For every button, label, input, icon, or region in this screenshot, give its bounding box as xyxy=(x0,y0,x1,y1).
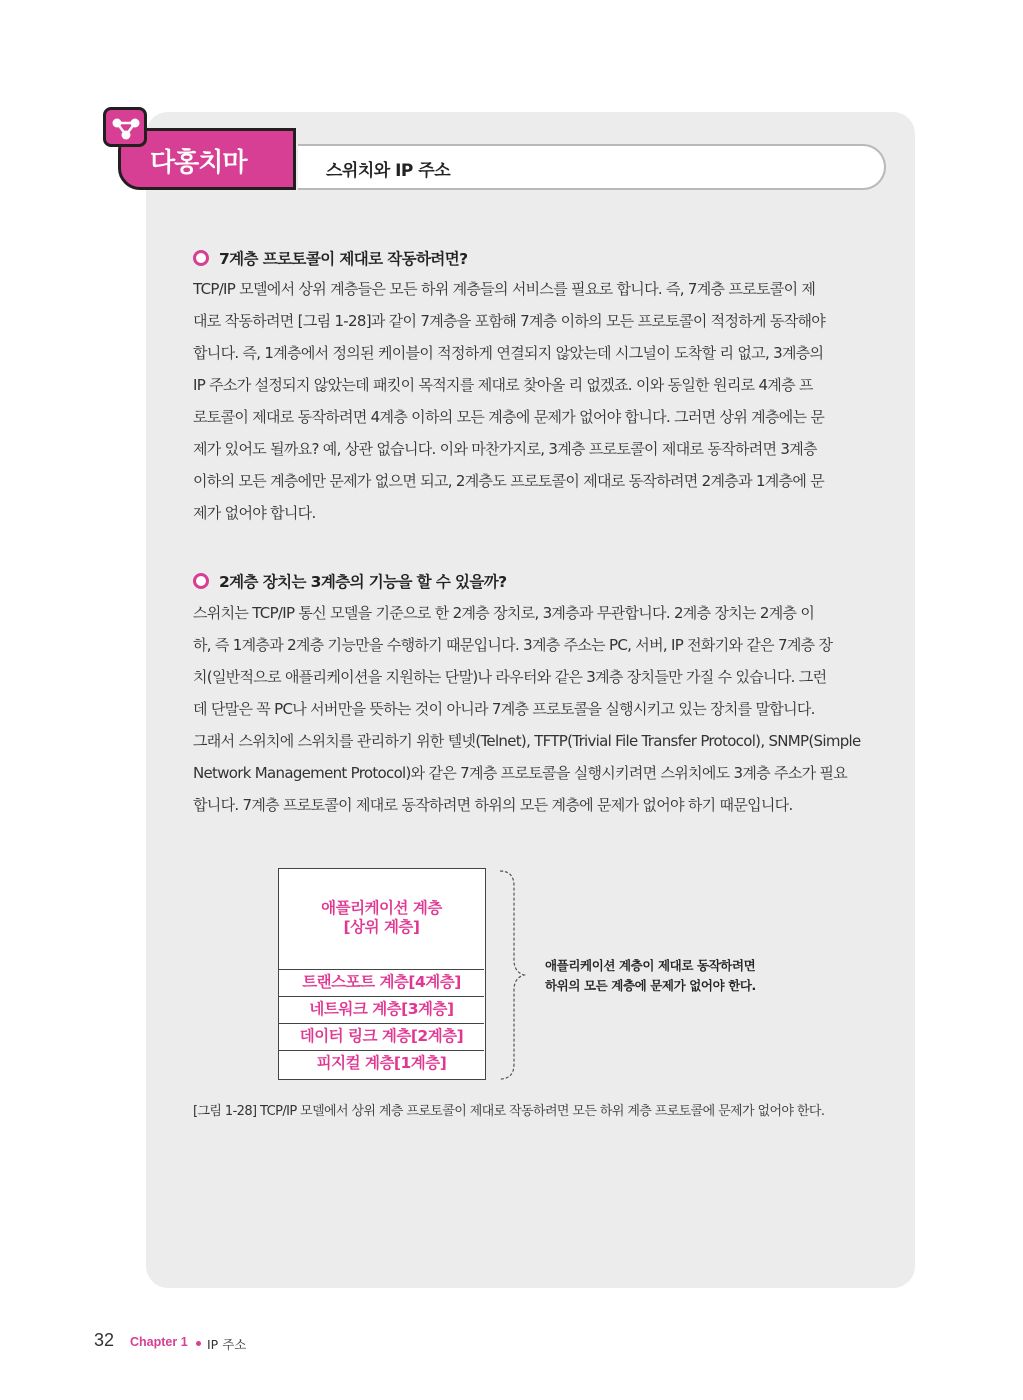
figure-note-line: 애플리케이션 계층이 제대로 동작하려면 xyxy=(545,958,756,973)
bullet-icon xyxy=(193,250,209,266)
application-layer-sublabel: [상위 계층] xyxy=(343,918,420,936)
section-heading: 7계층 프로토콜이 제대로 작동하려면? xyxy=(193,247,468,269)
application-layer-label: 애플리케이션 계층 xyxy=(321,899,442,917)
datalink-layer: 데이터 링크 계층[2계층] xyxy=(279,1023,484,1050)
transport-layer: 트랜스포트 계층[4계층] xyxy=(279,969,484,996)
section-body xyxy=(193,273,865,529)
badge-label: 다홍치마 xyxy=(150,148,247,178)
brace-icon xyxy=(496,868,536,1082)
chapter-title: IP 주소 xyxy=(207,1337,247,1352)
network-layer: 네트워크 계층[3계층] xyxy=(279,996,484,1023)
section-heading: 2계층 장치는 3계층의 기능을 할 수 있을까? xyxy=(193,570,507,592)
box-title: 스위치와 IP 주소 xyxy=(326,161,451,181)
text-line: 그래서 스위치에 스위치를 관리하기 위한 텔넷(Telnet), TFTP(Trivial File Transfer Protocol), SNMP(Simple xyxy=(193,732,861,750)
text-line: 치(일반적으로 애플리케이션을 지원하는 단말)나 라우터와 같은 3계층 장치들만 가질 수 있습니다. 그런 xyxy=(193,668,827,686)
network-icon xyxy=(103,107,147,147)
chapter-label: Chapter 1 xyxy=(130,1335,188,1349)
figure-caption: [그림 1-28] TCP/IP 모델에서 상위 계층 프로토콜이 제대로 작동하려면 모든 하위 계층 프로토콜에 문제가 없어야 한다. xyxy=(193,1104,825,1119)
text-line: 제가 없어야 합니다. xyxy=(193,504,316,522)
layer-stack-diagram xyxy=(278,868,486,1080)
figure-note-line: 하위의 모든 계층에 문제가 없어야 한다. xyxy=(545,978,756,993)
bullet-icon xyxy=(193,573,209,589)
text-line: Network Management Protocol)와 같은 7계층 프로토콜을 실행시키려면 스위치에도 3계층 주소가 필요 xyxy=(193,764,848,782)
text-line: 하, 즉 1계층과 2계층 기능만을 수행하기 때문입니다. 3계층 주소는 PC, 서버, IP 전화기와 같은 7계층 장 xyxy=(193,636,833,654)
text-line: 데 단말은 꼭 PC나 서버만을 뜻하는 것이 아니라 7계층 프로토콜을 실행시키고 있는 장치를 말합니다. xyxy=(193,700,815,718)
text-line: 합니다. 즉, 1계층에서 정의된 케이블이 적정하게 연결되지 않았는데 시그널이 도착할 리 없고, 3계층의 xyxy=(193,344,824,362)
figure-note xyxy=(545,956,756,996)
text-line: 대로 작동하려면 [그림 1-28]과 같이 7계층을 포함해 7계층 이하의 모든 프로토콜이 적정하게 동작해야 xyxy=(193,312,826,330)
physical-layer: 피지컬 계층[1계층] xyxy=(279,1050,484,1077)
text-line: 제가 있어도 될까요? 예, 상관 없습니다. 이와 마찬가지로, 3계층 프로토콜이 제대로 동작하려면 3계층 xyxy=(193,440,817,458)
text-line: 합니다. 7계층 프로토콜이 제대로 동작하려면 하위의 모든 계층에 문제가 없어야 하기 때문입니다. xyxy=(193,796,793,814)
text-line: 로토콜이 제대로 동작하려면 4계층 이하의 모든 계층에 문제가 없어야 합니다. 그러면 상위 계층에는 문 xyxy=(193,408,825,426)
text-line: IP 주소가 설정되지 않았는데 패킷이 목적지를 제대로 찾아올 리 없겠죠. 이와 동일한 원리로 4계층 프 xyxy=(193,376,813,394)
application-layer xyxy=(279,899,484,937)
text-line: 이하의 모든 계층에만 문제가 없으면 되고, 2계층도 프로토콜이 제대로 동작하려면 2계층과 1계층에 문 xyxy=(193,472,825,490)
section-body xyxy=(193,597,865,821)
text-line: TCP/IP 모델에서 상위 계층들은 모든 하위 계층들의 서비스를 필요로 합니다. 즉, 7계층 프로토콜이 제 xyxy=(193,280,816,298)
page-number: 32 xyxy=(94,1330,115,1350)
separator-dot xyxy=(196,1341,201,1346)
text-line: 스위치는 TCP/IP 통신 모델을 기준으로 한 2계층 장치로, 3계층과 무관합니다. 2계층 장치는 2계층 이 xyxy=(193,604,815,622)
